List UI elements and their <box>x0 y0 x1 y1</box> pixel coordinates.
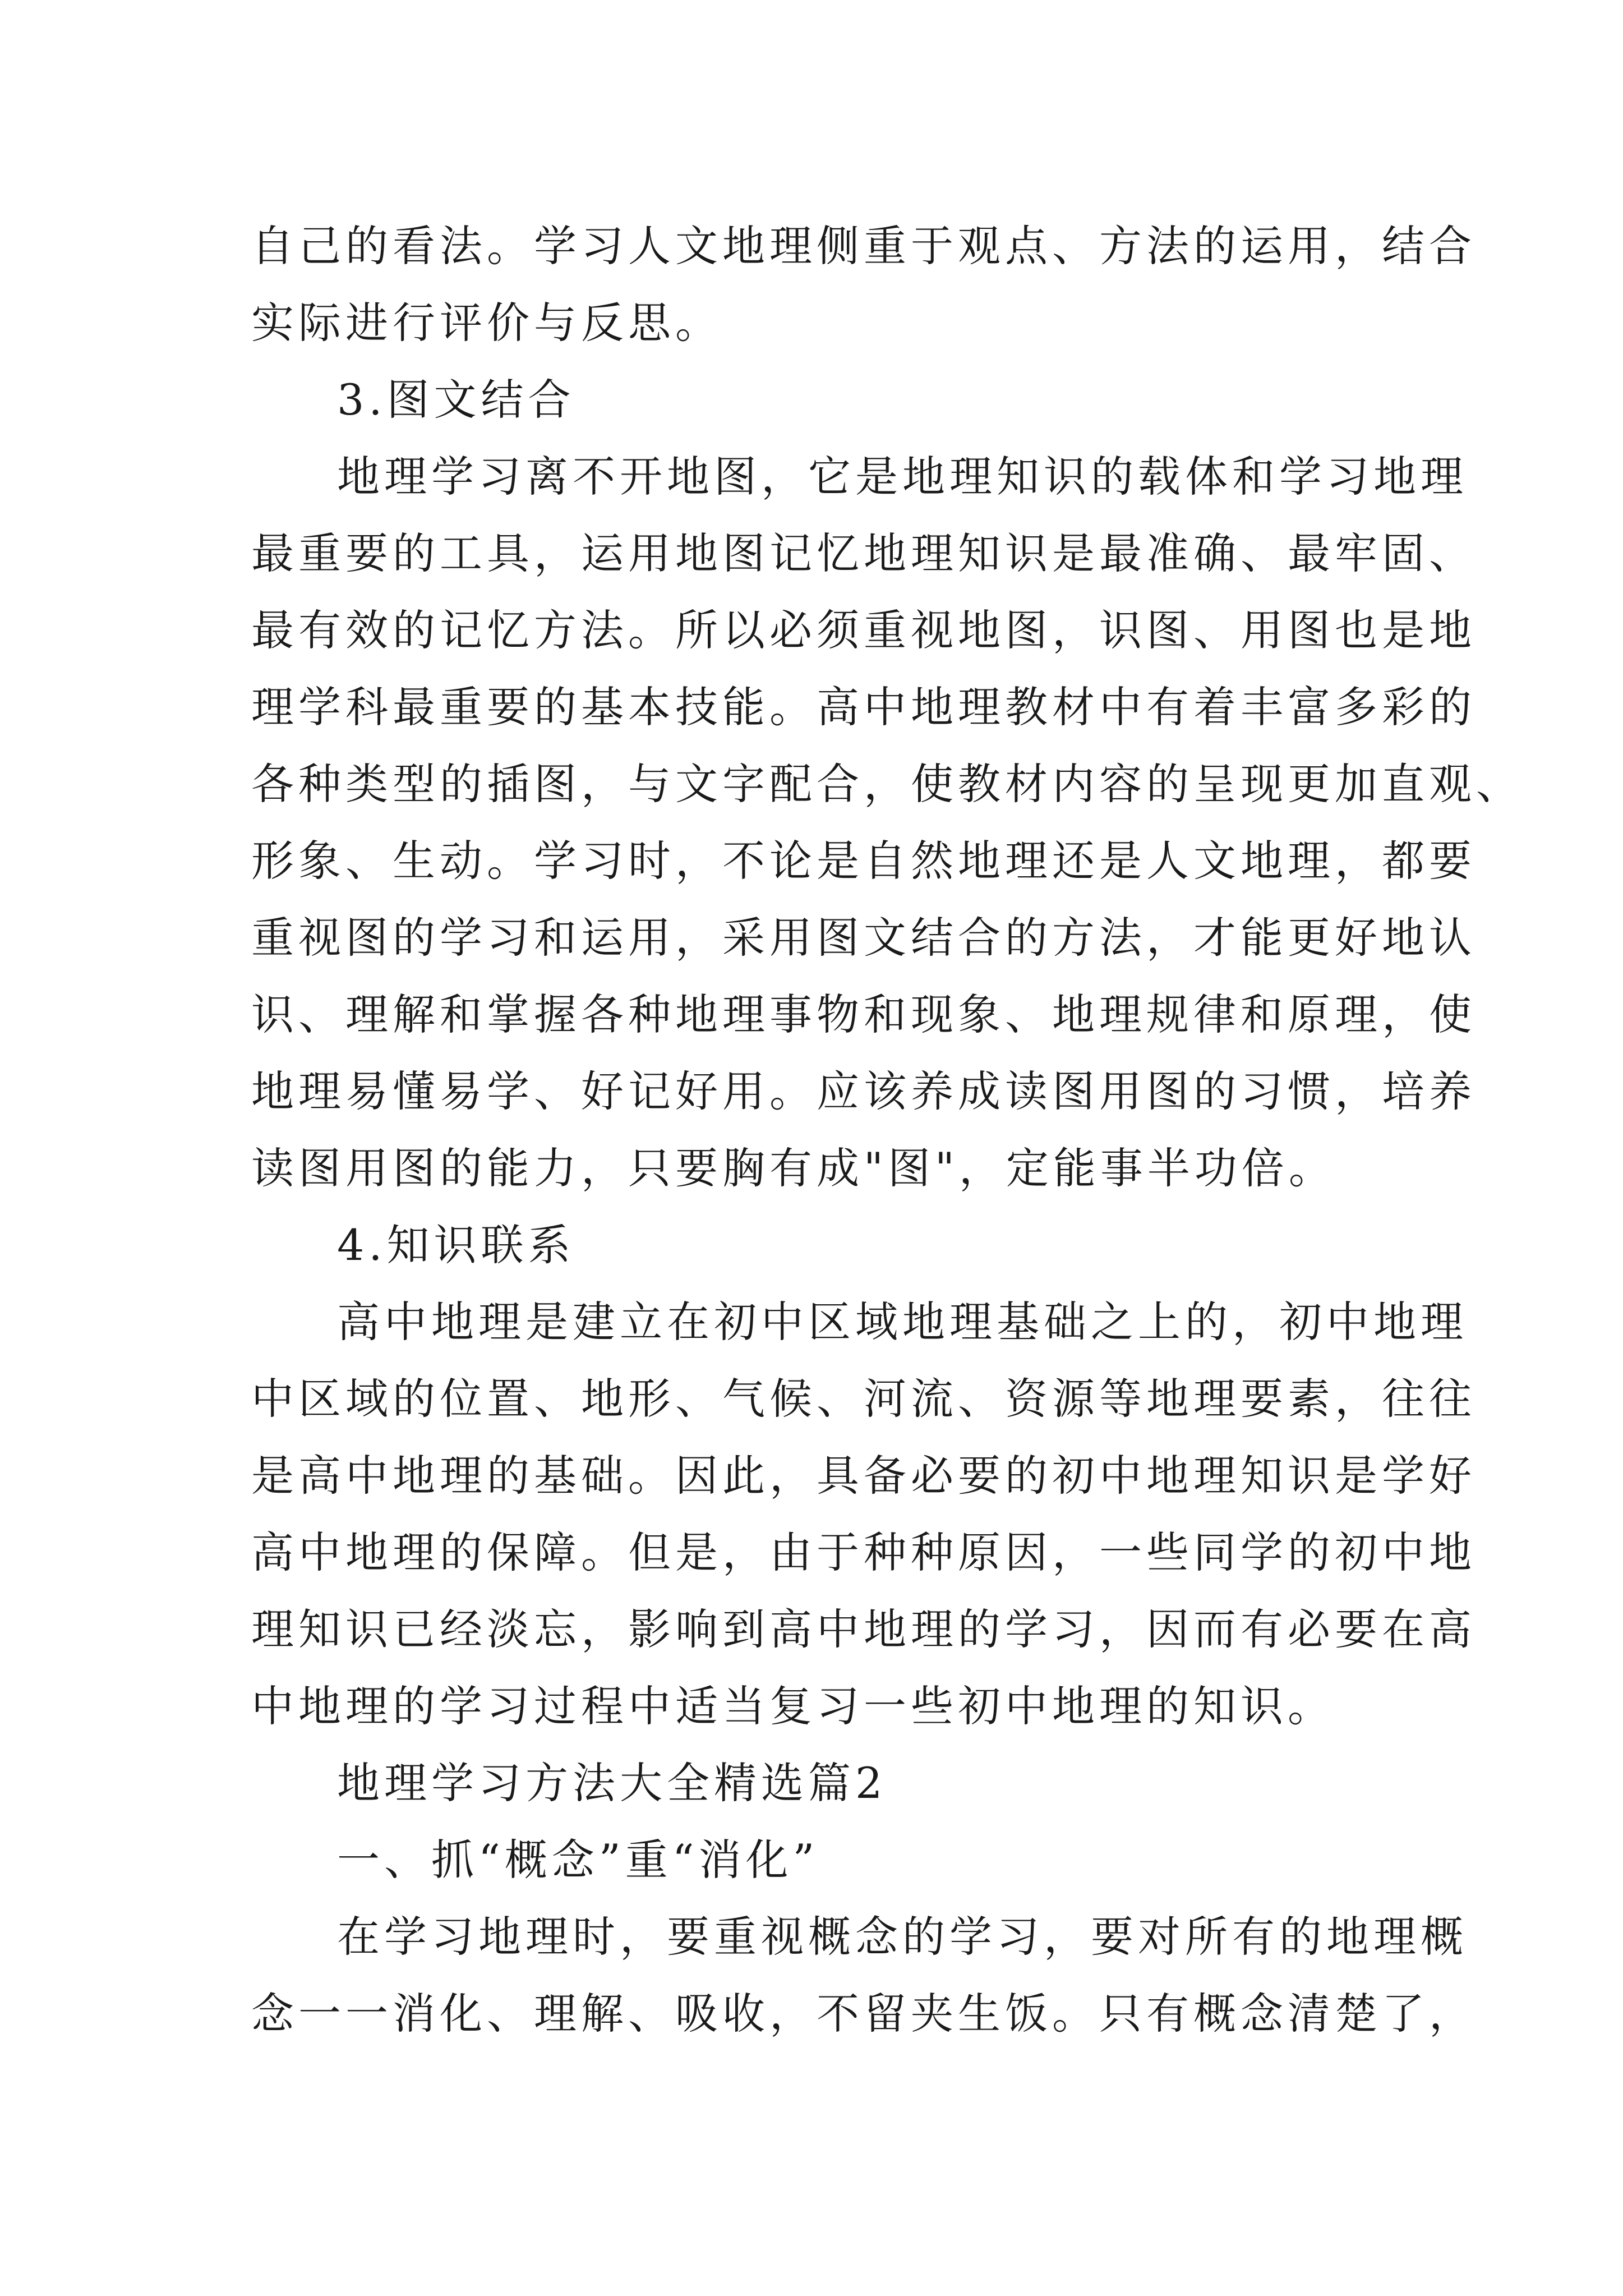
text-line: 各种类型的插图，与文字配合，使教材内容的呈现更加直观、 <box>251 759 1523 809</box>
text-line: 理学科最重要的基本技能。高中地理教材中有着丰富多彩的 <box>251 682 1476 732</box>
text-line: 高中地理的保障。但是，由于种种原因，一些同学的初中地 <box>251 1527 1476 1577</box>
paragraph-start: 高中地理是建立在初中区域地理基础之上的，初中地理 <box>337 1297 1468 1347</box>
text-line: 最有效的记忆方法。所以必须重视地图，识图、用图也是地 <box>251 605 1476 655</box>
text-line: 实际进行评价与反思。 <box>251 298 722 348</box>
document-body <box>251 208 1523 2052</box>
text-line: 识、理解和掌握各种地理事物和现象、地理规律和原理，使 <box>251 990 1476 1039</box>
text-line: 是高中地理的基础。因此，具备必要的初中地理知识是学好 <box>251 1451 1476 1501</box>
text-line: 念一一消化、理解、吸收，不留夹生饭。只有概念清楚了， <box>251 1989 1476 2039</box>
section-heading: 3.图文结合 <box>337 375 575 425</box>
text-line: 理知识已经淡忘，影响到高中地理的学习，因而有必要在高 <box>251 1604 1476 1654</box>
paragraph-start: 地理学习离不开地图，它是地理知识的载体和学习地理 <box>337 452 1468 501</box>
text-line: 中区域的位置、地形、气候、河流、资源等地理要素，往往 <box>251 1374 1476 1424</box>
text-line: 最重要的工具，运用地图记忆地理知识是最准确、最牢固、 <box>251 528 1476 578</box>
text-line: 形象、生动。学习时，不论是自然地理还是人文地理，都要 <box>251 836 1476 886</box>
text-line: 重视图的学习和运用，采用图文结合的方法，才能更好地认 <box>251 913 1476 963</box>
section-heading: 4.知识联系 <box>337 1220 575 1270</box>
section-heading: 一、抓“概念”重“消化” <box>337 1835 819 1885</box>
paragraph-start: 在学习地理时，要重视概念的学习，要对所有的地理概 <box>337 1912 1468 1962</box>
text-line: 读图用图的能力，只要胸有成"图"，定能事半功倍。 <box>251 1143 1336 1193</box>
text-line: 中地理的学习过程中适当复习一些初中地理的知识。 <box>251 1681 1335 1731</box>
text-line: 地理易懂易学、好记好用。应该养成读图用图的习惯，培养 <box>251 1066 1476 1116</box>
article-subtitle: 地理学习方法大全精选篇2 <box>337 1758 887 1808</box>
text-line: 自己的看法。学习人文地理侧重于观点、方法的运用，结合 <box>251 221 1476 271</box>
